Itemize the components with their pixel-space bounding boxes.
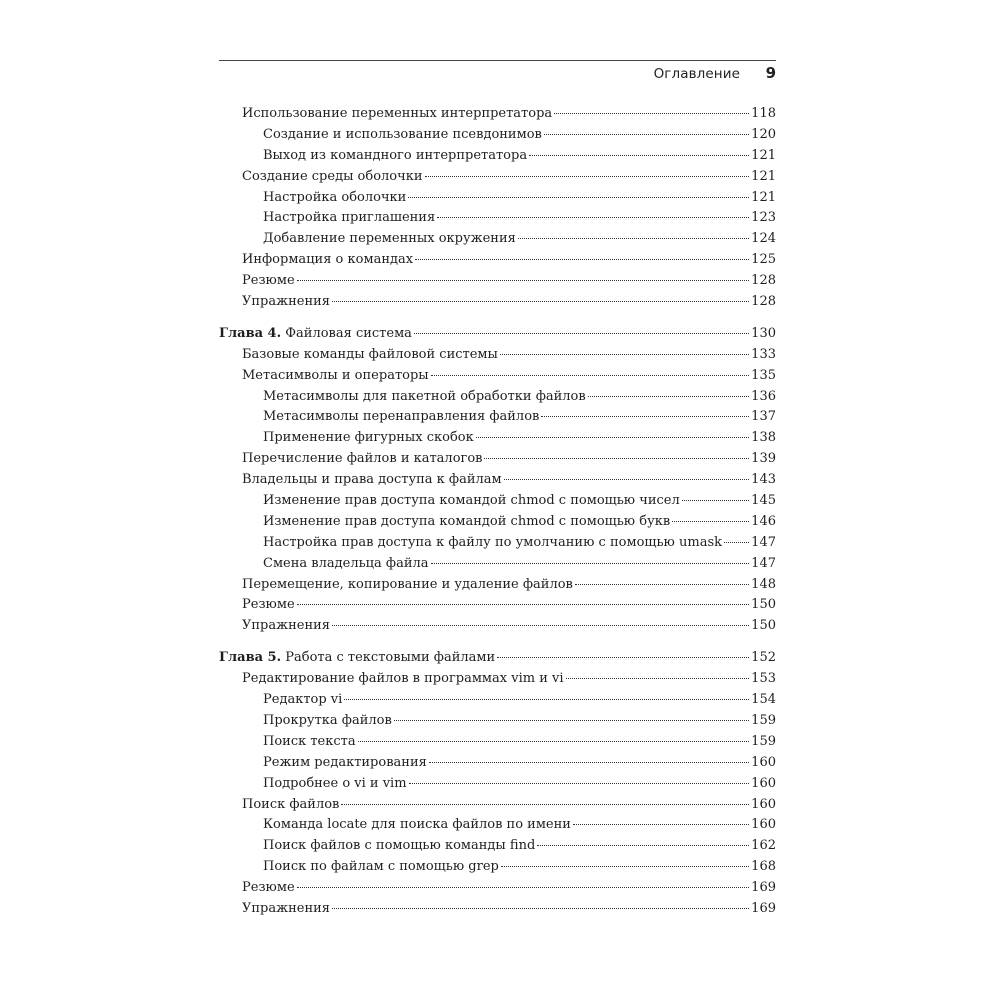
toc-entry-title: Упражнения [242,618,330,634]
toc-entry-page: 159 [751,712,776,728]
dot-leader [484,457,749,459]
toc-entry-label [263,428,474,449]
toc-entry-label [242,470,502,491]
dot-leader [541,415,749,417]
toc-entry[interactable] [219,690,776,711]
toc-entry[interactable] [219,732,776,753]
toc-entry-page: 153 [751,671,776,687]
toc-entry[interactable] [219,125,776,146]
dot-leader [544,133,749,135]
toc-entry[interactable] [219,491,776,512]
dot-leader [437,216,749,218]
toc-entry-title: Редактор vi [263,692,343,708]
dot-leader [332,300,749,302]
toc-entry-page: 152 [751,650,776,666]
toc-entry[interactable] [219,449,776,470]
toc-entry-title: Применение фигурных скобок [263,430,474,446]
toc-entry[interactable] [219,208,776,229]
toc-entry-page: 143 [751,472,776,488]
toc-entry-title: Прокрутка файлов [263,712,392,728]
toc-entry-label [263,125,542,146]
dot-leader [566,677,750,679]
dot-leader [573,823,749,825]
dot-leader [415,258,749,260]
toc-entry-title: Смена владельца файла [263,555,429,571]
toc-entry[interactable] [219,774,776,795]
toc-entry-page: 138 [751,430,776,446]
toc-entry-title: Добавление переменных окружения [263,231,516,247]
toc-entry-label [242,575,573,596]
toc-chapter-entry[interactable] [219,648,776,669]
chapter-number: Глава 5. [219,650,282,666]
toc-entry[interactable] [219,595,776,616]
dot-leader [332,624,749,626]
toc-entry[interactable] [219,470,776,491]
toc-entry-label [263,387,586,408]
dot-leader [297,603,750,605]
toc-entry-title: Изменение прав доступа командой chmod с помощью букв [263,513,671,529]
toc-entry-page: 133 [751,346,776,362]
toc-entry[interactable] [219,753,776,774]
toc-entry[interactable] [219,857,776,878]
toc-entry-title: Настройка приглашения [263,210,436,226]
toc-entry-label [263,690,342,711]
toc-entry-title: Поиск файлов с помощью команды find [263,838,536,854]
toc-entry-page: 154 [751,692,776,708]
toc-entry[interactable] [219,795,776,816]
toc-entry-page: 137 [751,409,776,425]
toc-entry-title: Информация о командах [242,252,414,268]
toc-entry-label [263,491,680,512]
dot-leader [344,698,749,700]
toc-entry[interactable] [219,512,776,533]
dot-leader [358,740,750,742]
toc-entry-page: 169 [751,880,776,896]
toc-entry-label [263,188,406,209]
toc-entry[interactable] [219,387,776,408]
toc-entry-label [263,753,427,774]
toc-entry[interactable] [219,616,776,637]
toc-entry-label [242,292,330,313]
dot-leader [332,907,749,909]
toc-entry-title: Перемещение, копирование и удаление файлов [242,576,573,592]
toc-entry-page: 150 [751,618,776,634]
toc-entry[interactable] [219,815,776,836]
toc-entry-page: 135 [751,367,776,383]
toc-entry-label [263,208,435,229]
toc-entry-title: Поиск текста [263,733,356,749]
dot-leader [297,886,750,888]
toc-entry-label [219,648,495,669]
toc-entry[interactable] [219,271,776,292]
toc-entry-title: Резюме [242,880,295,896]
toc-entry-page: 118 [751,106,776,121]
toc-entry[interactable] [219,104,776,125]
toc-entry-title: Использование переменных интерпретатора [242,106,553,121]
dot-leader [409,782,750,784]
toc-entry-page: 125 [751,252,776,268]
toc-entry-page: 169 [751,900,776,916]
toc-entry[interactable] [219,292,776,313]
dot-leader [529,154,749,156]
toc-entry-page: 123 [751,210,776,226]
toc-entry-page: 136 [751,388,776,404]
dot-leader [682,499,749,501]
toc-entry-label [242,366,429,387]
toc-entry-title: Резюме [242,273,295,289]
toc-entry-title: Режим редактирования [263,754,427,770]
dot-leader [575,583,749,585]
toc-entry-page: 162 [751,838,776,854]
toc-entry-page: 130 [751,325,776,341]
page-number: 9 [765,64,776,82]
toc-entry-title: Создание и использование псевдонимов [263,126,542,142]
dot-leader [431,562,750,564]
toc-entry-title: Поиск по файлам с помощью grep [263,859,499,875]
toc-entry[interactable] [219,669,776,690]
toc-entry-title: Настройка оболочки [263,189,407,205]
toc-entry-page: 150 [751,597,776,613]
toc-entry[interactable] [219,878,776,899]
dot-leader [394,719,749,721]
toc-entry-title: Владельцы и права доступа к файлам [242,472,502,488]
toc-entry-label [242,595,295,616]
dot-leader [504,478,750,480]
toc-entry-label [263,815,571,836]
toc-entry-title: Выход из командного интерпретатора [263,147,528,163]
dot-leader [431,374,750,376]
toc-entry-label [263,554,429,575]
toc-entry-page: 160 [751,754,776,770]
toc-entry[interactable] [219,188,776,209]
toc-entry-page: 139 [751,451,776,467]
toc-entry[interactable] [219,575,776,596]
toc-entry-title: Упражнения [242,294,330,310]
toc-entry-label [242,795,339,816]
dot-leader [497,656,749,658]
table-of-contents [219,104,776,920]
toc-entry-page: 121 [751,168,776,184]
dot-leader [341,803,749,805]
toc-entry[interactable] [219,407,776,428]
toc-entry-page: 120 [751,126,776,142]
header-rule [219,60,776,61]
toc-entry-label [242,345,498,366]
dot-leader [518,237,749,239]
toc-entry-title: Резюме [242,597,295,613]
toc-entry-title: Метасимволы перенаправления файлов [263,409,540,425]
toc-entry-title: Базовые команды файловой системы [242,346,498,362]
toc-entry-title: Поиск файлов [242,796,340,812]
toc-entry-page: 160 [751,796,776,812]
toc-entry-label [242,250,413,271]
chapter-number: Глава 4. [219,325,282,341]
toc-entry-title: Редактирование файлов в программах vim и vi [242,671,564,687]
dot-leader [501,865,749,867]
toc-entry-label [242,616,330,637]
toc-entry-label [263,774,407,795]
toc-entry-title: Упражнения [242,900,330,916]
toc-entry[interactable] [219,229,776,250]
toc-entry[interactable] [219,146,776,167]
running-title: Оглавление [653,66,740,82]
dot-leader [425,175,750,177]
dot-leader [672,520,749,522]
toc-entry[interactable] [219,366,776,387]
toc-entry-page: 121 [751,147,776,163]
toc-entry-page: 145 [751,493,776,509]
toc-entry[interactable] [219,428,776,449]
toc-entry-page: 146 [751,513,776,529]
toc-entry-title: Перечисление файлов и каталогов [242,451,483,467]
toc-entry-label [242,669,564,690]
toc-entry[interactable] [219,554,776,575]
toc-entry-label [242,899,330,920]
toc-entry-label [263,711,392,732]
toc-entry-title: Создание среды оболочки [242,168,423,184]
toc-entry-page: 147 [751,534,776,550]
toc-entry-label [219,324,412,345]
toc-entry-label [242,449,482,470]
dot-leader [476,436,749,438]
toc-entry[interactable] [219,250,776,271]
toc-entry[interactable] [219,167,776,188]
toc-entry-label [263,229,516,250]
toc-entry-page: 124 [751,231,776,247]
toc-entry-title: Команда locate для поиска файлов по имени [263,817,571,833]
toc-entry-page: 147 [751,555,776,571]
toc-entry-label [242,271,295,292]
toc-entry-title: Подробнее о vi и vim [263,775,407,791]
toc-entry-page: 128 [751,294,776,310]
toc-entry[interactable] [219,711,776,732]
toc-entry-label [263,836,535,857]
toc-entry-label [242,878,295,899]
toc-entry-page: 148 [751,576,776,592]
toc-entry-label [263,857,499,878]
toc-entry[interactable] [219,836,776,857]
toc-entry-page: 160 [751,817,776,833]
dot-leader [724,541,749,543]
dot-leader [297,279,750,281]
dot-leader [408,196,749,198]
toc-entry-page: 159 [751,733,776,749]
toc-entry-title: Настройка прав доступа к файлу по умолчанию с помощью umask [263,534,723,550]
toc-entry-page: 128 [751,273,776,289]
toc-entry-title: Изменение прав доступа командой chmod с помощью чисел [263,493,680,509]
toc-entry-label [263,146,527,167]
running-head [219,64,776,86]
toc-entry-label [242,104,552,125]
toc-entry[interactable] [219,899,776,920]
toc-entry[interactable] [219,345,776,366]
toc-chapter-entry[interactable] [219,324,776,345]
toc-entry-label [263,512,670,533]
toc-entry-label [242,167,423,188]
toc-entry-title: Работа с текстовыми файлами [285,650,496,666]
toc-entry[interactable] [219,533,776,554]
dot-leader [588,395,749,397]
dot-leader [554,112,749,114]
toc-entry-page: 168 [751,859,776,875]
toc-entry-title: Метасимволы для пакетной обработки файлов [263,388,586,404]
toc-entry-page: 160 [751,775,776,791]
toc-entry-label [263,533,722,554]
toc-entry-label [263,732,356,753]
toc-entry-title: Метасимволы и операторы [242,367,429,383]
dot-leader [414,332,749,334]
dot-leader [429,761,749,763]
toc-entry-label [263,407,539,428]
dot-leader [537,844,749,846]
toc-entry-title: Файловая система [285,325,412,341]
dot-leader [500,353,749,355]
toc-entry-page: 121 [751,189,776,205]
